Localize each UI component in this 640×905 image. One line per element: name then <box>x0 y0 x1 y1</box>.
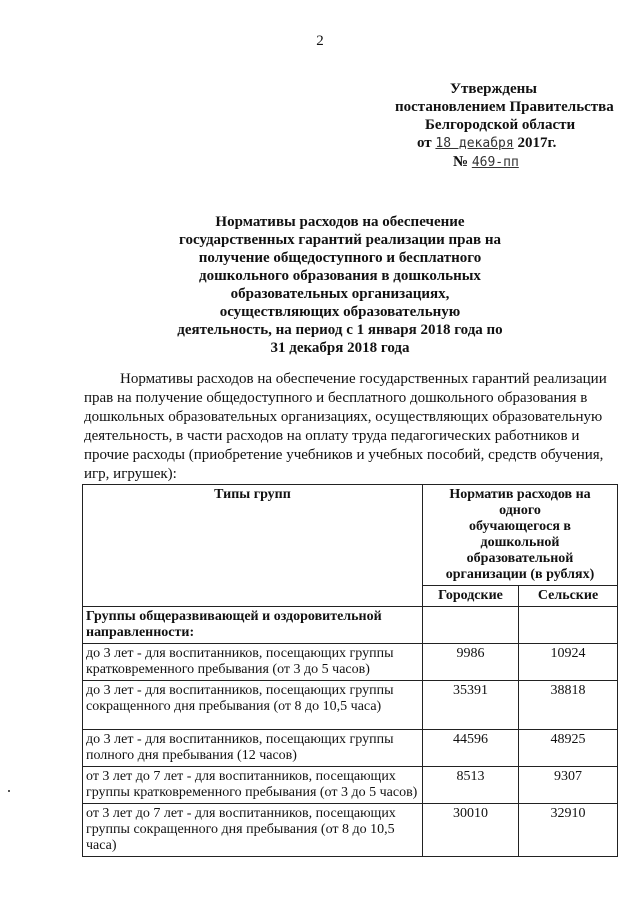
document-title <box>160 213 520 357</box>
approval-number-value: 469-пп <box>471 155 519 170</box>
intro-paragraph <box>84 370 618 484</box>
group-header-empty-rural <box>519 607 618 644</box>
intro-line: дошкольных образовательных организациях, осуществляющих образовательную <box>84 409 603 425</box>
intro-line: деятельность, в части расходов на оплату труда педагогических работников и <box>84 428 580 444</box>
approval-date-value: 18 декабря <box>435 136 514 151</box>
table-row <box>83 730 618 767</box>
intro-line: прочие расходы (приобретение учебников и учебных пособий, средств обучения, <box>84 447 604 463</box>
table-row <box>83 681 618 730</box>
group-header-row <box>83 607 618 644</box>
intro-line: прав на получение общедоступного и бесплатного дошкольного образования в <box>84 390 588 406</box>
title-line: 31 декабря 2018 года <box>270 340 410 356</box>
title-line: получение общедоступного и бесплатного <box>198 250 482 266</box>
row-rural-value: 38818 <box>519 681 618 730</box>
approval-date-line <box>395 134 625 153</box>
row-city-value: 30010 <box>423 804 519 857</box>
approval-date-prefix: от <box>417 135 432 151</box>
header-norm-line: обучающегося в <box>469 519 571 534</box>
row-rural-value: 32910 <box>519 804 618 857</box>
intro-line: игр, игрушек): <box>84 466 177 482</box>
row-city-value: 44596 <box>423 730 519 767</box>
title-line: дошкольного образования в дошкольных <box>199 268 481 284</box>
approval-stamp <box>395 80 625 172</box>
group-header-empty-city <box>423 607 519 644</box>
approval-line-resolution: постановлением Правительства <box>395 99 614 115</box>
approval-date-year: 2017г. <box>517 135 557 151</box>
intro-line: Нормативы расходов на обеспечение государственных гарантий реализации <box>120 371 607 387</box>
header-city: Городские <box>423 586 519 607</box>
header-norm <box>423 485 618 586</box>
row-type: от 3 лет до 7 лет - для воспитанников, посещающих группы кратковременного пребывания (от 3 до 5 часов) <box>83 767 423 804</box>
title-line: деятельность, на период с 1 января 2018 года по <box>177 322 503 338</box>
row-city-value: 9986 <box>423 644 519 681</box>
header-norm-line: организации (в рублях) <box>445 567 595 582</box>
title-line: государственных гарантий реализации прав на <box>179 232 501 248</box>
header-norm-line: Норматив расходов на <box>449 487 591 502</box>
table-row <box>83 644 618 681</box>
row-city-value: 35391 <box>423 681 519 730</box>
header-rural: Сельские <box>519 586 618 607</box>
scan-speck <box>8 790 10 792</box>
table-row <box>83 767 618 804</box>
approval-line-region: Белгородской области <box>425 117 576 133</box>
norms-table <box>82 484 618 857</box>
header-norm-line: одного <box>499 503 541 518</box>
row-type: от 3 лет до 7 лет - для воспитанников, посещающих группы сокращенного дня пребывания (от 8 до 10,5 часа) <box>83 804 423 857</box>
header-norm-line: дошкольной <box>480 535 560 550</box>
group-header-label: Группы общеразвивающей и оздоровительной направленности: <box>83 607 423 644</box>
title-line: осуществляющих образовательную <box>219 304 461 320</box>
row-rural-value: 48925 <box>519 730 618 767</box>
row-type: до 3 лет - для воспитанников, посещающих группы сокращенного дня пребывания (от 8 до 10,5 часа) <box>83 681 423 730</box>
table-header-row <box>83 485 618 586</box>
approval-line-approved: Утверждены <box>450 81 537 97</box>
table-row <box>83 804 618 857</box>
row-type: до 3 лет - для воспитанников, посещающих группы полного дня пребывания (12 часов) <box>83 730 423 767</box>
title-line: образовательных организациях, <box>230 286 450 302</box>
title-line: Нормативы расходов на обеспечение <box>215 214 465 230</box>
header-norm-line: образовательной <box>466 551 574 566</box>
approval-number-line <box>395 153 625 172</box>
approval-number-prefix: № <box>453 154 469 170</box>
row-rural-value: 10924 <box>519 644 618 681</box>
row-rural-value: 9307 <box>519 767 618 804</box>
row-type: до 3 лет - для воспитанников, посещающих группы кратковременного пребывания (от 3 до 5 часов) <box>83 644 423 681</box>
row-city-value: 8513 <box>423 767 519 804</box>
page-number: 2 <box>316 33 324 49</box>
header-group-types: Типы групп <box>83 485 423 607</box>
